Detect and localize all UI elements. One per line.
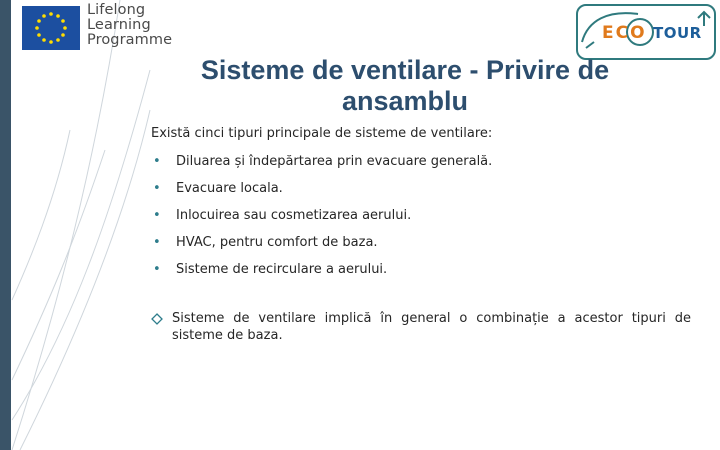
list-item (151, 235, 492, 262)
list-item-text: Inlocuirea sau cosmetizarea aerului. (176, 208, 412, 223)
left-accent-bar (0, 0, 11, 450)
list-item-text: Diluarea și îndepărtarea prin evacuare generală. (176, 154, 493, 169)
bullet-icon: • (153, 154, 161, 169)
list-item (151, 181, 492, 208)
eco-wordmark: ECO (602, 23, 647, 43)
diamond-bullet-icon (151, 313, 163, 325)
summary-note (151, 310, 691, 344)
bullet-list (151, 154, 492, 289)
bullet-icon: • (153, 208, 161, 223)
intro-text: Există cinci tipuri principale de sisteme de ventilare: (151, 126, 493, 141)
ecotour-logo (576, 4, 716, 60)
slide-title: Sisteme de ventilare - Privire de ansamblu (200, 55, 610, 116)
list-item-text: Evacuare locala. (176, 181, 283, 196)
eu-flag-icon (22, 6, 80, 50)
list-item-text: HVAC, pentru comfort de baza. (176, 235, 378, 250)
tour-wordmark: TOUR (653, 24, 702, 42)
list-item-text: Sisteme de recirculare a aerului. (176, 262, 388, 277)
list-item (151, 262, 492, 289)
llp-line-3: Programme (87, 32, 173, 48)
list-item (151, 208, 492, 235)
llp-line-1: Lifelong (87, 2, 146, 18)
summary-note-text: Sisteme de ventilare implică în general o combinație a acestor tipuri de sisteme de baza. (172, 311, 691, 343)
bullet-icon: • (153, 262, 161, 277)
bullet-icon: • (153, 235, 161, 250)
llp-line-2: Learning (87, 17, 151, 33)
lifelong-learning-logo (22, 3, 172, 55)
llp-wordmark (87, 3, 172, 48)
bullet-icon: • (153, 181, 161, 196)
list-item (151, 154, 492, 181)
